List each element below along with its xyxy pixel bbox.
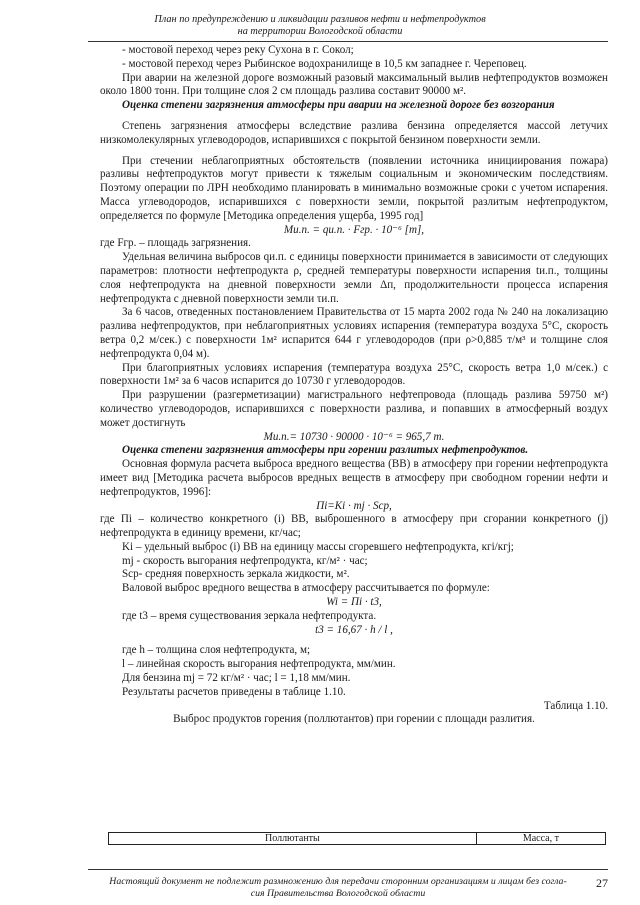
- paragraph: При разрушении (разгерметизации) магистрального нефтепровода (площадь разлива 59750 м²) количество углеводородов, испарившихся с поверхности разлива, и попавших в атмосферный воздух может достигнуть: [100, 389, 608, 429]
- paragraph: Основная формула расчета выброса вредного вещества (ВВ) в атмосферу при горении нефтепродукта имеет вид [Методика расчета выбросов вредных веществ в атмосферу при свободном горении нефти и нефтепродуктов, 1996]:: [100, 458, 608, 498]
- page-footer: [88, 876, 588, 900]
- header-rule: [88, 41, 608, 42]
- table-header-pollutants: Поллютанты: [109, 833, 477, 845]
- paragraph: l – линейная скорость выгорания нефтепродукта, мм/мин.: [122, 658, 396, 671]
- paragraph: где Пi – количество конкретного (i) ВВ, выброшенного в атмосферу при сгорании конкретного (j) нефтепродукта в единицу времени, кг/час;: [100, 513, 608, 540]
- paragraph: Для бензина mj = 72 кг/м² · час; l = 1,18 мм/мин.: [122, 672, 351, 685]
- table-header-row: [109, 833, 606, 845]
- paragraph: Удельная величина выбросов qи.п. с единицы поверхности принимается в зависимости от следующих параметров: плотности нефтепродукта ρ, средней температуры поверхности испарения tи.п., толщины слоя нефтепродукта на дневной поверхности земли Δп, продолжительности процесса испарения нефтепродукта с дневной поверхности земли τи.п.: [100, 251, 608, 305]
- paragraph: Степень загрязнения атмосферы вследствие разлива бензина определяется массой летучих низкомолекулярных углеводородов, испарившихся с покрытой бензином поверхности земли.: [100, 119, 608, 146]
- definition-item: Ki – удельный выброс (i) ВВ на единицу массы сгоревшего нефтепродукта, кгi/кгj;: [122, 540, 514, 553]
- paragraph: где t3 – время существования зеркала нефтепродукта.: [122, 609, 377, 622]
- formula: Mи.п.= 10730 · 90000 · 10⁻⁶ = 965,7 т.: [263, 430, 445, 443]
- formula: Пi=Ki · mj · Sср,: [316, 499, 392, 512]
- section-heading: Оценка степени загрязнения атмосферы при горении разлитых нефтепродуктов.: [122, 444, 529, 457]
- paragraph: - мостовой переход через реку Сухона в г. Сокол;: [122, 44, 354, 56]
- paragraph: За 6 часов, отведенных постановлением Правительства от 15 марта 2002 года № 240 на локализацию разлива нефтепродуктов, при неблагоприятных условиях испарения (температура воздуха 5°С, скорость ветра 0,2 м/сек.) с поверхности 1м² испарится 644 г углеводородов (при ρ>0,885 т/м³ и толщине слоя нефтепродукта 0,04 м).: [100, 306, 608, 360]
- paragraph: - мостовой переход через Рыбинское водохранилище в 10,5 км западнее г. Череповец.: [122, 57, 527, 70]
- paragraph: Результаты расчетов приведены в таблице 1.10.: [122, 685, 346, 698]
- header-line-1: План по предупреждению и ликвидации разливов нефти и нефтепродуктов: [154, 14, 486, 25]
- paragraph: При благоприятных условиях испарения (температура воздуха 25°С, скорость ветра 1,0 м/сек.) с поверхности 1м² за 6 часов испарится до 10730 г углеводородов.: [100, 361, 608, 388]
- paragraph: Валовой выброс вредного вещества в атмосферу рассчитывается по формуле:: [122, 582, 490, 595]
- section-heading: Оценка степени загрязнения атмосферы при аварии на железной дороге без возгорания: [122, 99, 555, 112]
- table-header-mass: Масса, т: [476, 833, 605, 845]
- footer-rule: [88, 869, 608, 870]
- header-line-2: на территории Вологодской области: [237, 26, 403, 37]
- paragraph: где h – толщина слоя нефтепродукта, м;: [122, 644, 311, 657]
- table-label: Таблица 1.10.: [543, 699, 608, 712]
- pollutants-table: [108, 832, 606, 845]
- table-caption: Выброс продуктов горения (поллютантов) при горении с площади разлития.: [173, 713, 535, 726]
- paragraph: При стечении неблагоприятных обстоятельств (появлении источника инициирования пожара) разливы нефтепродуктов могут привести к тяжелым социальным и экономическим последствиям. Поэтому операции по ЛРН необходимо планировать в минимально возможные сроки с учетом испарения. Масса углеводородов, испарившихся с поверхности земли, покрытой разлитым нефтепродуктом, определяется по формуле [Методика определения ущерба, 1995 год]: [100, 154, 608, 222]
- footer-line-2: сия Правительства Вологодской области: [250, 888, 426, 899]
- definition-item: mj - скорость выгорания нефтепродукта, кг/м² · час;: [122, 554, 368, 567]
- document-body: [100, 44, 608, 727]
- definition-item: Sср- средняя поверхность зеркала жидкости, м².: [122, 568, 350, 581]
- paragraph: где Fгр. – площадь загрязнения.: [100, 237, 251, 250]
- page-header: [0, 14, 640, 38]
- formula: Mи.п. = qи.п. · Fгр. · 10⁻⁶ [т],: [283, 223, 425, 236]
- formula: Wi = Пi · t3,: [326, 596, 382, 609]
- footer-line-1: Настоящий документ не подлежит размножению для передачи сторонним организациям и лицам без согла-: [109, 876, 567, 887]
- formula: t3 = 16,67 · h / l ,: [315, 623, 393, 636]
- paragraph: При аварии на железной дороге возможный разовый максимальный вылив нефтепродуктов возможен около 1800 тонн. При толщине слоя 2 см площадь разлива составит 90000 м².: [100, 71, 608, 98]
- page-number: 27: [596, 876, 608, 890]
